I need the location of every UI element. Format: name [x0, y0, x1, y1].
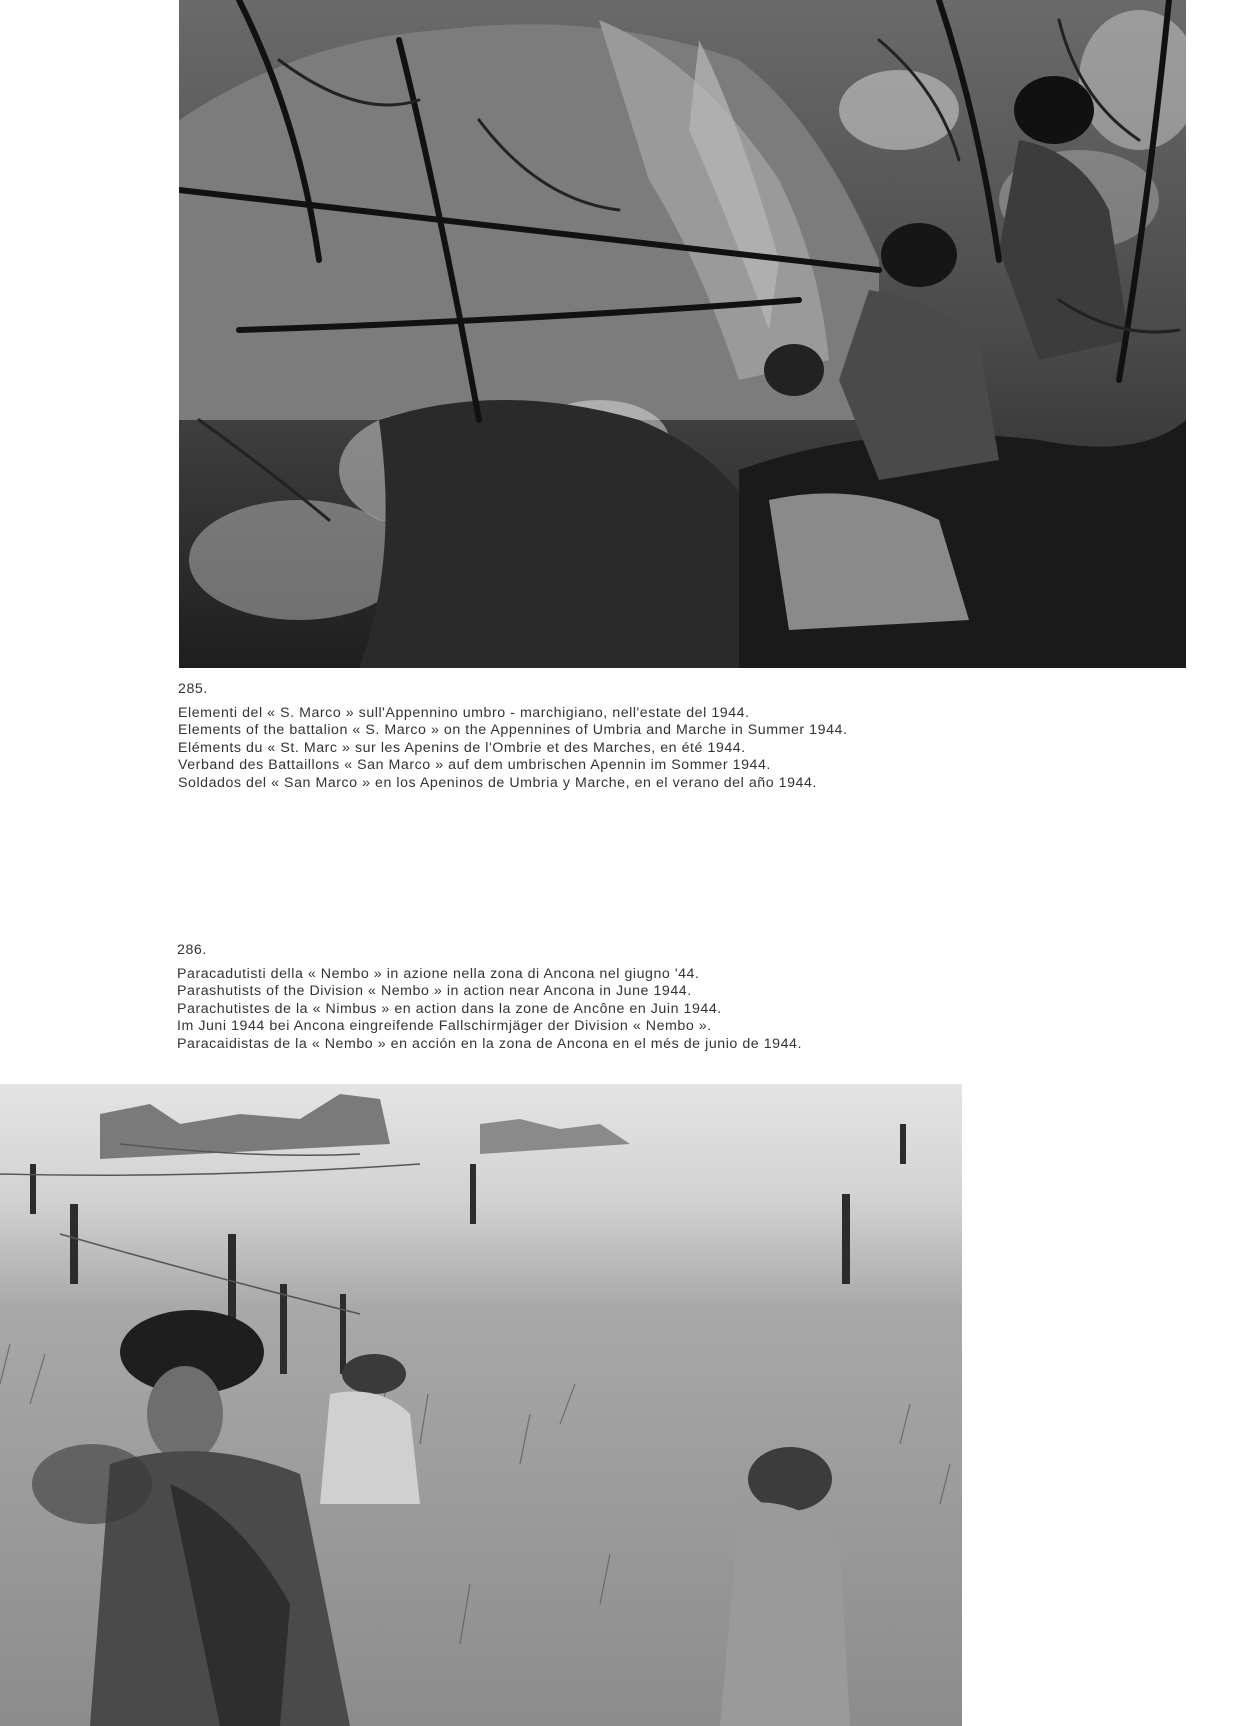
caption-line-spanish: Paracaidistas de la « Nembo » en acción en la zona de Ancona en el més de junio de 1944. — [177, 1035, 802, 1052]
caption-line-german: Im Juni 1944 bei Ancona eingreifende Fallschirmjäger der Division « Nembo ». — [177, 1018, 712, 1035]
caption-line-italian: Paracadutisti della « Nembo » in azione nella zona di Ancona nel giugno '44. — [177, 965, 700, 982]
caption-line-italian: Elementi del « S. Marco » sull'Appennino umbro - marchigiano, nell'estate del 1944. — [178, 704, 750, 721]
caption-line-french: Eléments du « St. Marc » sur les Apenins de l'Ombrie et des Marches, en été 1944. — [178, 739, 746, 756]
caption-285 — [178, 681, 847, 793]
photo-285-mountain-soldiers — [179, 0, 1186, 668]
photo-286-grass-field-soldiers — [0, 1084, 962, 1726]
caption-line-spanish: Soldados del « San Marco » en los Apeninos de Umbria y Marche, en el verano del año 1944. — [178, 774, 817, 791]
caption-line-english: Parashutists of the Division « Nembo » in action near Ancona in June 1944. — [177, 983, 692, 1000]
caption-number: 285. — [178, 681, 208, 697]
caption-number: 286. — [177, 942, 207, 958]
caption-286 — [177, 942, 802, 1054]
caption-line-english: Elements of the battalion « S. Marco » on the Appennines of Umbria and Marche in Summer 1944. — [178, 722, 848, 739]
caption-line-german: Verband des Battaillons « San Marco » auf dem umbrischen Apennin im Sommer 1944. — [178, 757, 771, 774]
caption-line-french: Parachutistes de la « Nimbus » en action dans la zone de Ancône en Juin 1944. — [177, 1000, 722, 1017]
